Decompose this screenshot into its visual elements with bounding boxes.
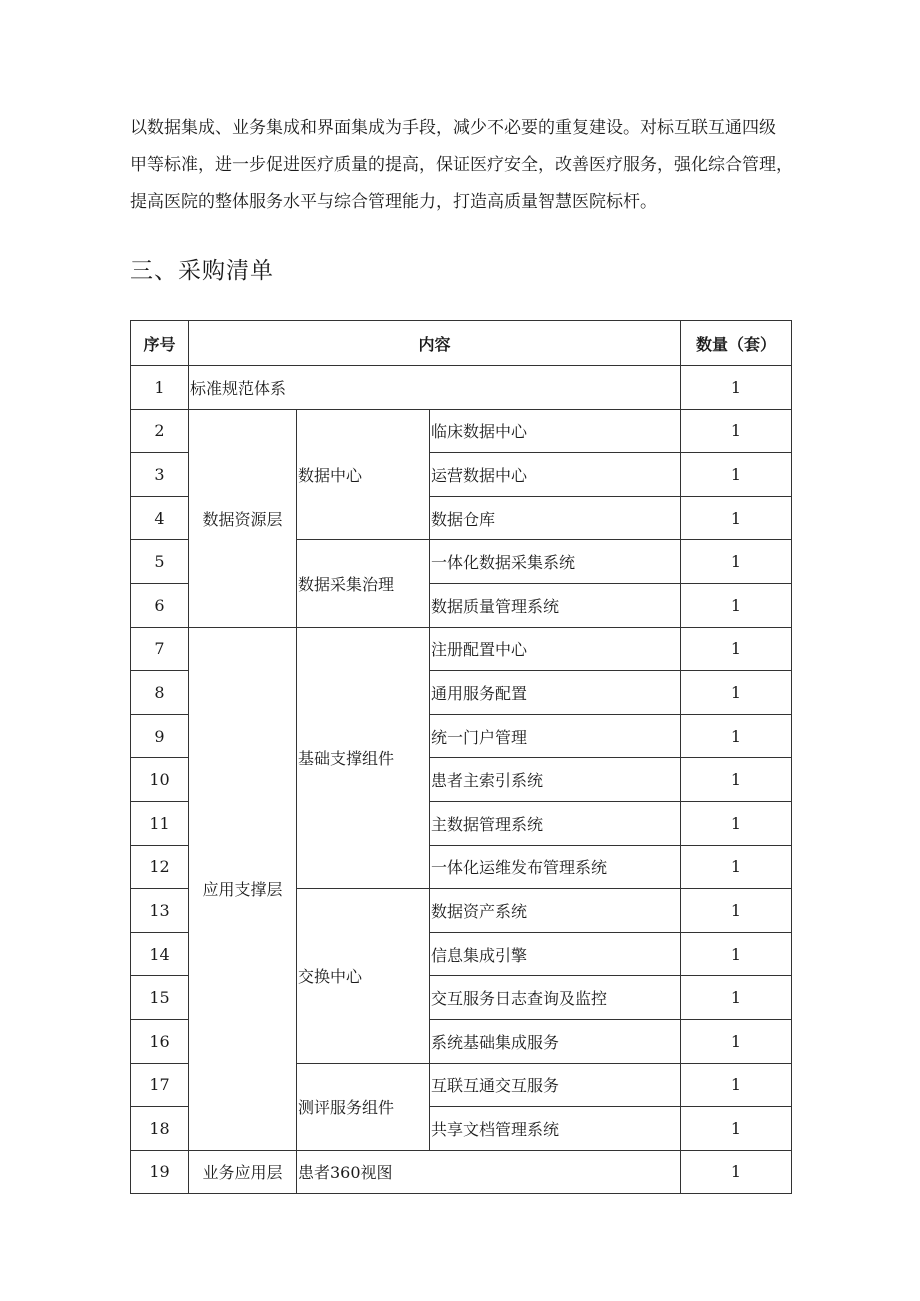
row-item: 标准规范体系 xyxy=(189,366,681,410)
row-no: 19 xyxy=(131,1150,189,1194)
header-no: 序号 xyxy=(131,321,189,366)
row-item: 一体化数据采集系统 xyxy=(430,540,681,584)
row-item: 数据仓库 xyxy=(430,496,681,540)
header-content: 内容 xyxy=(189,321,681,366)
row-item: 信息集成引擎 xyxy=(430,932,681,976)
row-item: 通用服务配置 xyxy=(430,671,681,715)
row-qty: 1 xyxy=(681,932,792,976)
row-item: 系统基础集成服务 xyxy=(430,1019,681,1063)
row-qty: 1 xyxy=(681,845,792,889)
layer-app-support: 应用支撑层 xyxy=(189,627,297,1150)
group-basic-support: 基础支撑组件 xyxy=(297,627,430,889)
row-qty: 1 xyxy=(681,627,792,671)
row-no: 14 xyxy=(131,932,189,976)
table-row xyxy=(131,1150,792,1194)
paragraph-line: 甲等标准，进一步促进医疗质量的提高，保证医疗安全，改善医疗服务，强化综合管理， xyxy=(130,155,793,175)
table-row xyxy=(131,409,792,453)
row-item: 患者主索引系统 xyxy=(430,758,681,802)
row-no: 16 xyxy=(131,1019,189,1063)
row-item: 统一门户管理 xyxy=(430,714,681,758)
row-no: 6 xyxy=(131,583,189,627)
paragraph-line: 提高医院的整体服务水平与综合管理能力，打造高质量智慧医院标杆。 xyxy=(130,192,657,212)
row-no: 2 xyxy=(131,409,189,453)
row-no: 11 xyxy=(131,801,189,845)
group-exchange-center: 交换中心 xyxy=(297,889,430,1063)
row-item: 共享文档管理系统 xyxy=(430,1107,681,1151)
row-item: 运营数据中心 xyxy=(430,453,681,497)
row-qty: 1 xyxy=(681,976,792,1020)
row-qty: 1 xyxy=(681,453,792,497)
row-item: 注册配置中心 xyxy=(430,627,681,671)
group-evaluation-service: 测评服务组件 xyxy=(297,1063,430,1150)
row-no: 9 xyxy=(131,714,189,758)
row-item: 交互服务日志查询及监控 xyxy=(430,976,681,1020)
row-qty: 1 xyxy=(681,583,792,627)
row-item: 数据质量管理系统 xyxy=(430,583,681,627)
section-heading: 三、采购清单 xyxy=(130,258,274,284)
row-qty: 1 xyxy=(681,1150,792,1194)
row-item: 主数据管理系统 xyxy=(430,801,681,845)
group-data-collection: 数据采集治理 xyxy=(297,540,430,627)
row-no: 17 xyxy=(131,1063,189,1107)
row-no: 12 xyxy=(131,845,189,889)
table-row xyxy=(131,627,792,671)
row-qty: 1 xyxy=(681,1063,792,1107)
row-qty: 1 xyxy=(681,540,792,584)
row-qty: 1 xyxy=(681,671,792,715)
row-qty: 1 xyxy=(681,758,792,802)
row-item: 患者360视图 xyxy=(297,1150,681,1194)
table-header-row xyxy=(131,321,792,366)
row-no: 8 xyxy=(131,671,189,715)
row-no: 5 xyxy=(131,540,189,584)
group-data-center: 数据中心 xyxy=(297,409,430,540)
row-item: 一体化运维发布管理系统 xyxy=(430,845,681,889)
row-no: 1 xyxy=(131,366,189,410)
row-no: 7 xyxy=(131,627,189,671)
row-no: 15 xyxy=(131,976,189,1020)
row-qty: 1 xyxy=(681,889,792,933)
paragraph-line: 以数据集成、业务集成和界面集成为手段，减少不必要的重复建设。对标互联互通四级 xyxy=(130,118,776,138)
row-no: 13 xyxy=(131,889,189,933)
row-no: 4 xyxy=(131,496,189,540)
layer-data-resource: 数据资源层 xyxy=(189,409,297,627)
row-no: 10 xyxy=(131,758,189,802)
row-qty: 1 xyxy=(681,409,792,453)
row-qty: 1 xyxy=(681,1019,792,1063)
row-no: 18 xyxy=(131,1107,189,1151)
row-qty: 1 xyxy=(681,1107,792,1151)
header-qty: 数量（套） xyxy=(681,321,792,366)
row-qty: 1 xyxy=(681,496,792,540)
row-no: 3 xyxy=(131,453,189,497)
row-item: 数据资产系统 xyxy=(430,889,681,933)
table-row xyxy=(131,366,792,410)
row-item: 互联互通交互服务 xyxy=(430,1063,681,1107)
row-qty: 1 xyxy=(681,366,792,410)
row-qty: 1 xyxy=(681,714,792,758)
layer-business-app: 业务应用层 xyxy=(189,1150,297,1194)
intro-paragraph xyxy=(130,110,800,221)
row-qty: 1 xyxy=(681,801,792,845)
row-item: 临床数据中心 xyxy=(430,409,681,453)
procurement-table xyxy=(130,320,792,1194)
